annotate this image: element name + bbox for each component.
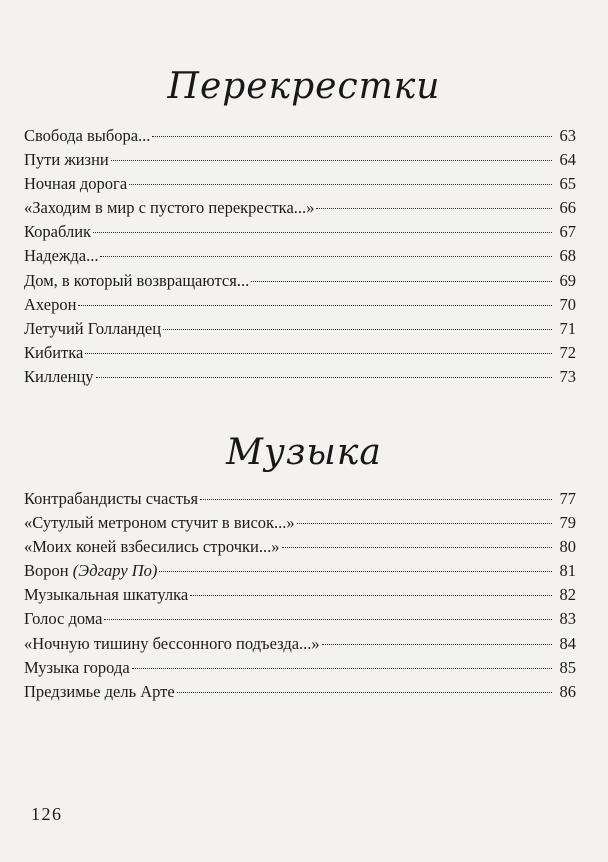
section-title-crossroads: Перекрестки — [167, 66, 441, 107]
dot-leader — [200, 498, 552, 500]
toc-entry — [24, 535, 576, 559]
toc-entry — [24, 656, 576, 680]
dot-leader — [152, 135, 552, 137]
entry-page: 68 — [559, 246, 576, 266]
dot-leader — [96, 376, 552, 378]
entry-title: «Сутулый метроном стучит в висок...» — [24, 513, 295, 533]
toc-entry — [24, 244, 576, 268]
page-number: 126 — [31, 804, 63, 824]
toc-entry — [24, 365, 576, 389]
dot-leader — [159, 570, 552, 572]
entry-title: Ночная дорога — [24, 174, 128, 194]
toc-entry — [24, 196, 576, 220]
entry-title: Музыкальная шкатулка — [24, 585, 189, 605]
dot-leader — [177, 691, 552, 693]
toc-list-crossroads — [24, 124, 576, 389]
entry-page: 85 — [559, 657, 576, 677]
toc-entry — [24, 511, 576, 535]
dot-leader — [111, 159, 552, 161]
entry-page: 77 — [559, 489, 576, 508]
dot-leader — [129, 183, 552, 185]
entry-title: Пути жизни — [24, 150, 109, 170]
entry-title — [24, 559, 157, 583]
dot-leader — [85, 352, 552, 354]
entry-title: Кораблик — [24, 222, 92, 242]
entry-title: Кибитка — [24, 342, 84, 362]
entry-page: 63 — [559, 126, 576, 145]
entry-page: 80 — [559, 537, 576, 557]
toc-entry — [24, 317, 576, 341]
toc-entry — [24, 124, 576, 148]
entry-page: 69 — [559, 270, 576, 290]
entry-page: 83 — [559, 609, 576, 629]
dot-leader — [78, 304, 552, 306]
dot-leader — [251, 280, 552, 282]
entry-title: Голос дома — [24, 609, 103, 629]
toc-entry — [24, 607, 576, 631]
entry-title: «Ночную тишину бессонного подъезда...» — [24, 633, 320, 653]
entry-page: 86 — [559, 681, 576, 701]
toc-entry — [24, 559, 576, 583]
toc-entry — [24, 220, 576, 244]
entry-title: Летучий Голландец — [24, 318, 162, 338]
dot-leader — [93, 231, 552, 233]
dot-leader — [322, 643, 552, 645]
toc-entry — [24, 341, 576, 365]
entry-page: 70 — [559, 294, 576, 314]
dot-leader — [163, 328, 552, 330]
dot-leader — [297, 522, 552, 524]
toc-entry — [24, 632, 576, 656]
toc-entry — [24, 269, 576, 293]
entry-page: 65 — [559, 174, 576, 194]
entry-title: «Моих коней взбесились строчки...» — [24, 537, 280, 557]
dot-leader — [104, 618, 552, 620]
dot-leader — [100, 255, 552, 257]
entry-page: 66 — [559, 198, 576, 218]
entry-title: Свобода выбора... — [24, 126, 151, 145]
dot-leader — [316, 207, 552, 209]
entry-page: 71 — [559, 318, 576, 338]
entry-page: 82 — [559, 585, 576, 605]
dot-leader — [132, 667, 552, 669]
toc-entry — [24, 583, 576, 607]
toc-entry — [24, 148, 576, 172]
toc-list-music — [24, 487, 576, 704]
dot-leader — [190, 594, 552, 596]
entry-page: 84 — [559, 633, 576, 653]
entry-dedication: (Эдгару По) — [72, 561, 158, 581]
entry-title: Музыка города — [24, 657, 130, 677]
entry-title-main: Ворон — [24, 561, 69, 581]
section-title-music: Музыка — [226, 432, 382, 473]
entry-title: Килленцу — [24, 366, 94, 386]
entry-page: 81 — [559, 561, 576, 581]
entry-title: Дом, в который возвращаются... — [24, 270, 250, 290]
dot-leader — [282, 546, 553, 548]
toc-entry — [24, 172, 576, 196]
entry-page: 73 — [559, 366, 576, 386]
toc-entry — [24, 293, 576, 317]
entry-title: Надежда... — [24, 246, 99, 266]
entry-title: «Заходим в мир с пустого перекрестка...» — [24, 198, 315, 218]
entry-page: 79 — [559, 513, 576, 533]
entry-page: 67 — [559, 222, 576, 242]
entry-title: Контрабандисты счастья — [24, 489, 199, 508]
toc-entry — [24, 680, 576, 704]
entry-title: Предзимье дель Арте — [24, 681, 175, 701]
entry-page: 64 — [559, 150, 576, 170]
toc-entry — [24, 487, 576, 511]
entry-title: Ахерон — [24, 294, 77, 314]
entry-page: 72 — [559, 342, 576, 362]
